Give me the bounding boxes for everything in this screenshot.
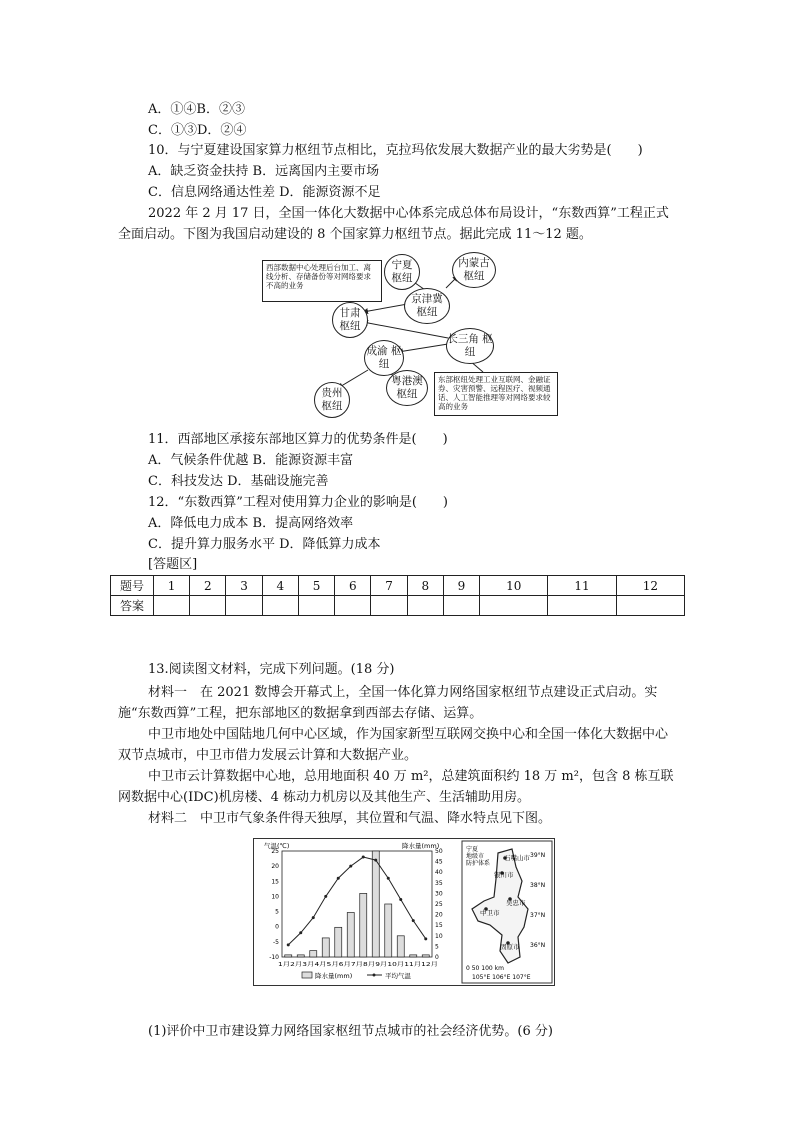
legend-bar-text: 降水量(mm) [315, 972, 353, 980]
y-left-label: 气温(℃) [264, 842, 290, 850]
temp-point [412, 919, 415, 922]
precip-bar [322, 938, 329, 957]
lat-label-36: 36°N [530, 942, 546, 949]
city-label-guyuan: 固原市 [500, 943, 520, 951]
q10-options-2: C．信息网络通达性差 D．能源资源不足 [148, 185, 381, 200]
legend-line-dot [373, 974, 376, 977]
y-right-tick: 35 [435, 879, 443, 887]
hub-chengyu: 成渝 枢纽 [364, 340, 404, 376]
answer-cell[interactable] [262, 596, 298, 616]
number-header: 题号 [111, 576, 154, 596]
intro-paragraph: 2022 年 2 月 17 日，全国一体化大数据中心体系完成总体布局设计，“东数西算”工程正式全面启动。下图为我国启动建设的 8 个国家算力枢纽节点。据此完成 11～12 题。 [118, 206, 669, 242]
answer-table-answer-row [111, 596, 685, 616]
temp-line [288, 857, 426, 945]
y-right-tick: 10 [435, 932, 443, 940]
city-label-shizuishan: 石嘴山市 [504, 854, 530, 862]
q10-stem: 10．与宁夏建设国家算力枢纽节点相比，克拉玛依发展大数据产业的最大劣势是( ) [148, 143, 643, 158]
number-cell: 10 [480, 576, 548, 596]
answer-cell[interactable] [548, 596, 616, 616]
temp-point [337, 877, 340, 880]
number-cell: 5 [298, 576, 334, 596]
answer-header: 答案 [111, 596, 154, 616]
city-label-zhongwei: 中卫市 [480, 909, 500, 917]
precip-bar [422, 955, 429, 957]
temp-point [312, 916, 315, 919]
hub-guizhou: 贵州 枢纽 [314, 382, 350, 418]
temp-point [324, 895, 327, 898]
q11-options-1: A．气候条件优越 B．能源资源丰富 [148, 453, 354, 468]
q13-material1c: 中卫市云计算数据中心地，总用地面积 40 万 m²，总建筑面积约 18 万 m²，包含 8 栋互联网数据中心(IDC)机房楼、4 栋动力机房以及其他生产、生活辅助用房。 [118, 769, 674, 805]
temp-point [424, 937, 427, 940]
hub-ningxia: 宁夏 枢纽 [384, 254, 420, 290]
answer-cell[interactable] [190, 596, 226, 616]
number-cell: 6 [335, 576, 371, 596]
map-legend-3: 防护体系 [466, 860, 491, 867]
q11-options-2: C．科技发达 D．基础设施完善 [148, 474, 329, 489]
answer-cell[interactable] [154, 596, 190, 616]
q12-options-1: A．降低电力成本 B．提高网络效率 [148, 516, 354, 531]
precip-bar [297, 955, 304, 957]
q13-sub1: (1)评价中卫市建设算力网络国家枢纽节点城市的社会经济优势。(6 分) [148, 1024, 553, 1039]
lat-label-39: 39°N [530, 852, 546, 859]
number-cell: 1 [154, 576, 190, 596]
precip-bar [335, 927, 342, 957]
number-cell: 8 [407, 576, 443, 596]
number-cell: 7 [371, 576, 407, 596]
temp-point [349, 865, 352, 868]
y-left-tick: 10 [271, 893, 279, 901]
temp-point [362, 856, 365, 859]
precip-bar [360, 893, 367, 957]
precip-bar [285, 955, 292, 957]
number-cell: 12 [616, 576, 684, 596]
y-right-tick: 15 [435, 922, 443, 930]
number-cell: 3 [226, 576, 262, 596]
q12-options-2: C．提升算力服务水平 D．降低算力成本 [148, 537, 381, 552]
number-cell: 11 [548, 576, 616, 596]
y-right-tick: 5 [435, 943, 439, 951]
answer-table [110, 575, 685, 616]
answer-cell[interactable] [616, 596, 684, 616]
y-left-tick: 5 [275, 908, 279, 916]
temp-point [374, 859, 377, 862]
q11-stem: 11．西部地区承接东部地区算力的优势条件是( ) [148, 432, 448, 447]
hub-gansu: 甘肃 枢纽 [332, 302, 368, 338]
temp-point [299, 931, 302, 934]
precip-bar [385, 904, 392, 957]
hub-jingjinji: 京津冀 枢纽 [404, 288, 450, 324]
y-right-tick: 20 [435, 911, 443, 919]
temp-point [399, 898, 402, 901]
arrow-csj-chengyu [398, 344, 448, 352]
answer-cell[interactable] [226, 596, 262, 616]
q12-stem: 12．“东数西算”工程对使用算力企业的影响是( ) [148, 495, 448, 510]
answer-cell[interactable] [335, 596, 371, 616]
temp-point [387, 877, 390, 880]
legend-bar-swatch [302, 972, 312, 978]
y-right-label: 降水量(mm) [402, 842, 440, 850]
answer-cell[interactable] [407, 596, 443, 616]
q9-option-line-2: C．①③D．②④ [148, 123, 247, 138]
precip-bar [310, 951, 317, 957]
q13-stem: 13.阅读图文材料，完成下列问题。(18 分) [148, 662, 395, 677]
number-cell: 4 [262, 576, 298, 596]
number-cell: 9 [443, 576, 479, 596]
q13-material1b: 中卫市地处中国陆地几何中心区域，作为国家新型互联网交换中心和全国一体化大数据中心双节点城市，中卫市借力发展云计算和大数据产业。 [118, 727, 669, 763]
hub-changsanjiao: 长三角 枢纽 [446, 328, 494, 364]
q10-options-1: A．缺乏资金扶持 B．远离国内主要市场 [148, 164, 380, 179]
plot-frame [282, 851, 432, 957]
temp-point [287, 943, 290, 946]
legend-line-text: 平均气温 [385, 972, 411, 980]
lat-label-38: 38°N [530, 882, 546, 889]
y-right-tick: 40 [435, 869, 443, 877]
location-map [460, 839, 554, 985]
y-right-tick: 0 [435, 954, 439, 961]
map-legend-1: 宁夏 [466, 846, 479, 853]
lat-label-37: 37°N [530, 912, 546, 919]
hub-yuegangao: 粤港澳 枢纽 [386, 370, 428, 406]
precip-bar [372, 851, 379, 957]
climate-figure [253, 838, 555, 986]
precip-bar [397, 936, 404, 957]
map-legend-2: 地级市 [466, 853, 485, 860]
answer-cell[interactable] [298, 596, 334, 616]
arrow-csj-gansu [363, 322, 448, 338]
climate-chart [254, 839, 460, 985]
y-right-tick: 50 [435, 848, 443, 855]
precip-bar [347, 912, 354, 957]
q13-material2: 材料二 中卫市气象条件得天独厚，其位置和气温、降水特点见下图。 [148, 811, 552, 826]
precip-bar [410, 955, 417, 957]
y-left-tick: 0 [275, 923, 279, 931]
y-left-tick: 15 [271, 878, 279, 886]
east-note: 东部枢纽处理工业互联网、金融证券、灾害预警、远程医疗、视频通话、人工智能推理等对网络要求较高的业务 [434, 372, 558, 416]
answer-area-label: [答题区] [148, 557, 198, 572]
y-right-tick: 25 [435, 901, 443, 908]
answer-table-number-row [111, 576, 685, 596]
q13-material1: 材料一 在 2021 数博会开幕式上，全国一体化算力网络国家枢纽节点建设正式启动。实施“东数西算”工程，把东部地区的数据拿到西部去存储、运算。 [118, 685, 658, 721]
city-label-wuzhong: 吴忠市 [506, 899, 526, 907]
y-left-tick: -5 [273, 938, 279, 946]
y-left-tick: -10 [269, 954, 279, 961]
q9-option-line-1: A．①④B．②③ [148, 102, 245, 117]
y-right-tick: 45 [435, 858, 443, 866]
lon-labels: 105°E 106°E 107°E [472, 974, 531, 981]
answer-cell[interactable] [371, 596, 407, 616]
answer-cell[interactable] [480, 596, 548, 616]
hub-diagram [258, 250, 558, 418]
y-right-tick: 30 [435, 890, 443, 898]
y-left-tick: 20 [271, 863, 279, 871]
number-cell: 2 [190, 576, 226, 596]
y-left-tick: 25 [271, 848, 279, 855]
hub-neimenggu: 内蒙古 枢纽 [452, 252, 496, 288]
answer-cell[interactable] [443, 596, 479, 616]
city-label-yinchuan: 银川市 [494, 871, 514, 879]
map-scale: 0 50 100 km [466, 965, 504, 972]
x-tick-labels: 1月2月3月4月5月6月7月8月9月10月11月12月 [278, 962, 399, 968]
west-note: 西部数据中心处理后台加工、离线分析、存储备份等对网络要求不高的业务 [262, 260, 382, 302]
